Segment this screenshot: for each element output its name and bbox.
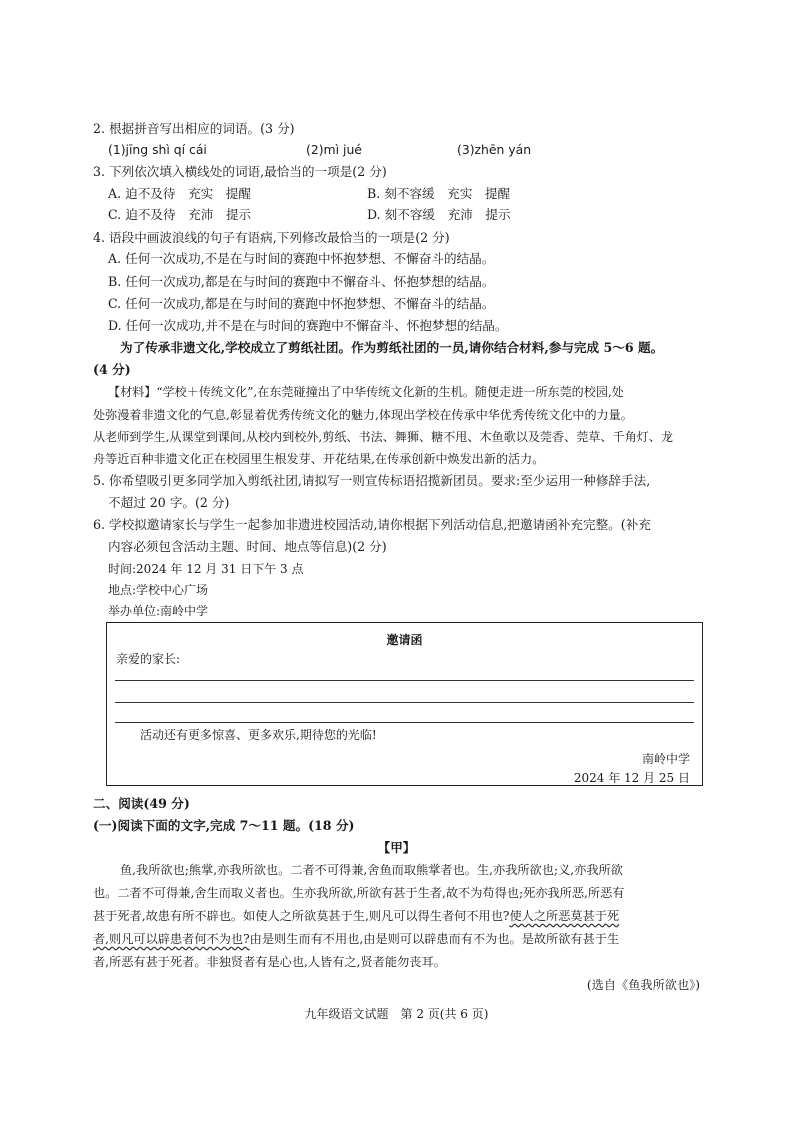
q3-option-b: B. 刻不容缓 充实 提醒 bbox=[367, 186, 511, 201]
section-2-heading: 二、阅读(49 分) bbox=[93, 796, 190, 811]
section-2-subheading: (一)阅读下面的文字,完成 7～11 题。(18 分) bbox=[93, 818, 355, 833]
task-intro-line-1: 为了传承非遗文化,学校成立了剪纸社团。作为剪纸社团的一员,请你结合材料,参与完成 5～6 题。 bbox=[120, 340, 664, 355]
invitation-box bbox=[106, 622, 703, 786]
passage-line-4-text: 由是则生而有不用也,由是则可以辟患而有不为也。是故所欲有甚于生 bbox=[249, 932, 620, 946]
q4-option-d: D. 任何一次成功,并不是在与时间的赛跑中不懈奋斗、怀抱梦想的结晶。 bbox=[108, 318, 508, 333]
invitation-signature: 南岭中学 bbox=[641, 752, 690, 766]
invitation-greeting: 亲爱的家长: bbox=[116, 652, 181, 666]
material-line-2: 处弥漫着非遗文化的气息,彰显着优秀传统文化的魅力,体现出学校在传承中华优秀传统文化中的力量。 bbox=[93, 408, 633, 422]
q6-line-2: 内容必须包含活动主题、时间、地点等信息)(2 分) bbox=[108, 539, 387, 554]
passage-line-2: 也。二者不可得兼,舍生而取义者也。生亦我所欲,所欲有甚于生者,故不为苟得也;死亦我所恶,所恶有 bbox=[93, 886, 625, 900]
material-line-1: 【材料】“学校＋传统文化”,在东莞碰撞出了中华传统文化新的生机。随便走进一所东莞的校园,处 bbox=[108, 385, 624, 399]
q4-stem: 4. 语段中画波浪线的句子有语病,下列修改最恰当的一项是(2 分) bbox=[93, 230, 450, 245]
answer-line-2 bbox=[115, 702, 694, 703]
q2-item-1: (1)jīng shì qí cái bbox=[108, 142, 207, 157]
q4-option-c: C. 任何一次成功,都是在与时间的赛跑中怀抱梦想、不懈奋斗的结晶。 bbox=[108, 296, 495, 311]
activity-time: 时间:2024 年 12 月 31 日下午 3 点 bbox=[108, 562, 304, 576]
invitation-date: 2024 年 12 月 25 日 bbox=[573, 771, 690, 785]
q3-stem: 3. 下列依次填入横线处的词语,最恰当的一项是(2 分) bbox=[93, 164, 387, 179]
page-footer: 九年级语文试题 第 2 页(共 6 页) bbox=[304, 1007, 489, 1021]
passage-line-1: 鱼,我所欲也;熊掌,亦我所欲也。二者不可得兼,舍鱼而取熊掌者也。生,亦我所欲也;义,亦我所欲 bbox=[120, 863, 623, 877]
passage-line-3 bbox=[93, 906, 619, 926]
material-line-4: 舟等近百种非遗文化正在校园里生根发芽、开花结果,在传承创新中焕发出新的活力。 bbox=[93, 452, 545, 466]
q5-line-2: 不超过 20 字。(2 分) bbox=[108, 495, 230, 510]
q5-line-1: 5. 你希望吸引更多同学加入剪纸社团,请拟写一则宣传标语招揽新团员。要求:至少运用一种修辞手法, bbox=[93, 473, 651, 488]
q6-line-1: 6. 学校拟邀请家长与学生一起参加非遗进校园活动,请你根据下列活动信息,把邀请函补充完整。(补充 bbox=[93, 517, 651, 532]
q2-item-2: (2)mì jué bbox=[306, 142, 362, 157]
task-intro-line-2: (4 分) bbox=[93, 362, 131, 377]
passage-line-4 bbox=[93, 929, 619, 949]
q4-option-a: A. 任何一次成功,不是在与时间的赛跑中怀抱梦想、不懈奋斗的结晶。 bbox=[108, 251, 495, 266]
activity-host: 举办单位:南岭中学 bbox=[108, 604, 209, 618]
wavy-underlined-sentence-part-1: 使人之所恶莫甚于死 bbox=[509, 909, 620, 923]
q3-option-c: C. 迫不及待 充沛 提示 bbox=[108, 207, 252, 222]
passage-source: (选自《鱼我所欲也》) bbox=[586, 978, 700, 992]
passage-label: 【甲】 bbox=[377, 840, 416, 855]
answer-line-1 bbox=[115, 680, 694, 681]
material-line-3: 从老师到学生,从课堂到课间,从校内到校外,剪纸、书法、舞狮、糖不甩、木鱼歌以及莞香、莞草、千角灯、龙 bbox=[93, 430, 673, 444]
activity-place: 地点:学校中心广场 bbox=[108, 583, 209, 597]
q2-item-3: (3)zhēn yán bbox=[457, 142, 532, 157]
q3-option-d: D. 刻不容缓 充沛 提示 bbox=[367, 207, 511, 222]
q4-option-b: B. 任何一次成功,都是在与时间的赛跑中不懈奋斗、怀抱梦想的结晶。 bbox=[108, 274, 495, 289]
invitation-closing: 活动还有更多惊喜、更多欢乐,期待您的光临! bbox=[140, 728, 377, 742]
passage-line-5: 者,所恶有甚于死者。非独贤者有是心也,人皆有之,贤者能勿丧耳。 bbox=[93, 955, 446, 969]
wavy-underlined-sentence-part-2: 者,则凡可以辟患者何不为也? bbox=[93, 932, 250, 946]
answer-line-3 bbox=[115, 722, 694, 723]
invitation-title: 邀请函 bbox=[386, 633, 423, 647]
q3-option-a: A. 迫不及待 充实 提醒 bbox=[108, 186, 252, 201]
passage-line-3-text: 甚于死者,故患有所不辟也。如使人之所欲莫甚于生,则凡可以得生者何不用也? bbox=[93, 909, 510, 923]
q2-stem: 2. 根据拼音写出相应的词语。(3 分) bbox=[93, 121, 295, 136]
